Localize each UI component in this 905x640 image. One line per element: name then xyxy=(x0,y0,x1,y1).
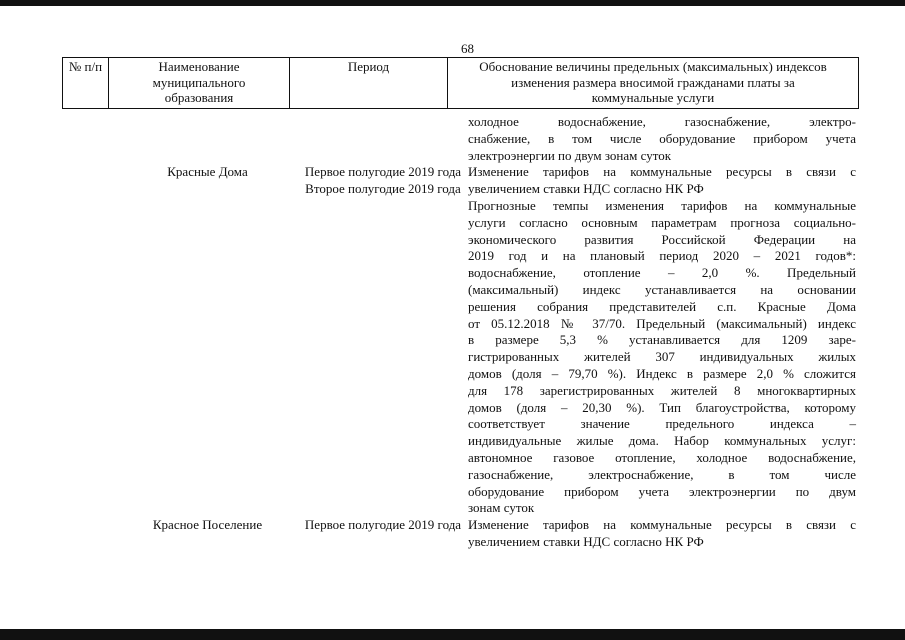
municipality-name: Красные Дома xyxy=(167,164,248,180)
top-border-bar xyxy=(0,0,905,6)
justification-cell xyxy=(465,164,859,517)
justification-line: увеличением ставки НДС согласно НК РФ xyxy=(468,181,704,197)
justification-line: увеличением ставки НДС согласно НК РФ xyxy=(468,533,704,549)
justification-line: Прогнозные темпы изменения тарифов на коммунальные xyxy=(468,197,856,213)
page-number: 68 xyxy=(461,41,474,56)
justification-line: 2019 год и на плановый период 2020 – 2021 годов*: xyxy=(468,248,856,264)
header-period: Период xyxy=(290,58,448,109)
period-cell xyxy=(301,517,465,551)
period-cell xyxy=(301,114,465,164)
justification-line: гистрированных жителей 307 индивидуальных жилых xyxy=(468,349,856,365)
justification-line: в размере 5,3 % устанавливается для 1209 заре- xyxy=(468,332,856,348)
justification-line: услуги согласно основным параметрам прогноза социально- xyxy=(468,214,856,230)
justification-line: водоснабжение, отопление – 2,0 %. Предельный xyxy=(468,265,856,281)
justification-line: (максимальный) индекс устанавливается на основании xyxy=(468,281,856,297)
row-number xyxy=(62,164,114,517)
period-text: Первое полугодие 2019 года xyxy=(304,164,462,180)
justification-line: индивидуальные жилые дома. Набор коммунальных услуг: xyxy=(468,433,856,449)
table-body xyxy=(62,114,859,551)
justification-line: автономное газовое отопление, холодное водоснабжение, xyxy=(468,449,856,465)
justification-cell xyxy=(465,114,859,164)
justification-line: решения собрания представителей с.п. Красные Дома xyxy=(468,298,856,314)
justification-line: снабжение, в том числе оборудование прибором учета xyxy=(468,130,856,146)
table-row xyxy=(62,114,859,164)
justification-line: Изменение тарифов на коммунальные ресурсы в связи с xyxy=(468,517,856,533)
justification-line: холодное водоснабжение, газоснабжение, электро- xyxy=(468,114,856,129)
justification-line: соответствует значение предельного индекса – xyxy=(468,416,856,432)
header-num: № п/п xyxy=(63,58,109,109)
justification-cell xyxy=(465,517,859,551)
table-row xyxy=(62,164,859,517)
table-header xyxy=(62,57,859,109)
justification-line: для 178 зарегистрированных жителей 8 многоквартирных xyxy=(468,382,856,398)
justification-line: от 05.12.2018 № 37/70. Предельный (максимальный) индекс xyxy=(468,315,856,331)
justification-line: зонам суток xyxy=(468,500,535,516)
municipality-name: Красное Поселение xyxy=(152,517,263,533)
justification-line: электроэнергии по двум зонам суток xyxy=(468,147,672,163)
bottom-border-bar xyxy=(0,629,905,640)
header-municipality: Наименование муниципального образования xyxy=(109,58,290,109)
justification-line: экономического развития Российской Федерации на xyxy=(468,231,856,247)
justification-line: Изменение тарифов на коммунальные ресурсы в связи с xyxy=(468,164,856,180)
header-justification: Обоснование величины предельных (максимальных) индексов изменения размера вносимой гражданами платы за коммунальные услуги xyxy=(448,58,859,109)
period-text: Первое полугодие 2019 года xyxy=(304,517,462,533)
justification-line: газоснабжение, электроснабжение, в том числе xyxy=(468,466,856,482)
municipality-name xyxy=(114,114,301,164)
table-row xyxy=(62,517,859,551)
row-number xyxy=(62,517,114,551)
period-text: Второе полугодие 2019 года xyxy=(305,181,461,197)
justification-line: оборудование прибором учета электроэнергии по двум xyxy=(468,483,856,499)
justification-line: домов (доля – 20,30 %). Тип благоустройства, которому xyxy=(468,399,856,415)
period-cell xyxy=(301,164,465,517)
row-number xyxy=(62,114,114,164)
justification-line: домов (доля – 79,70 %). Индекс в размере 2,0 % сложится xyxy=(468,365,856,381)
